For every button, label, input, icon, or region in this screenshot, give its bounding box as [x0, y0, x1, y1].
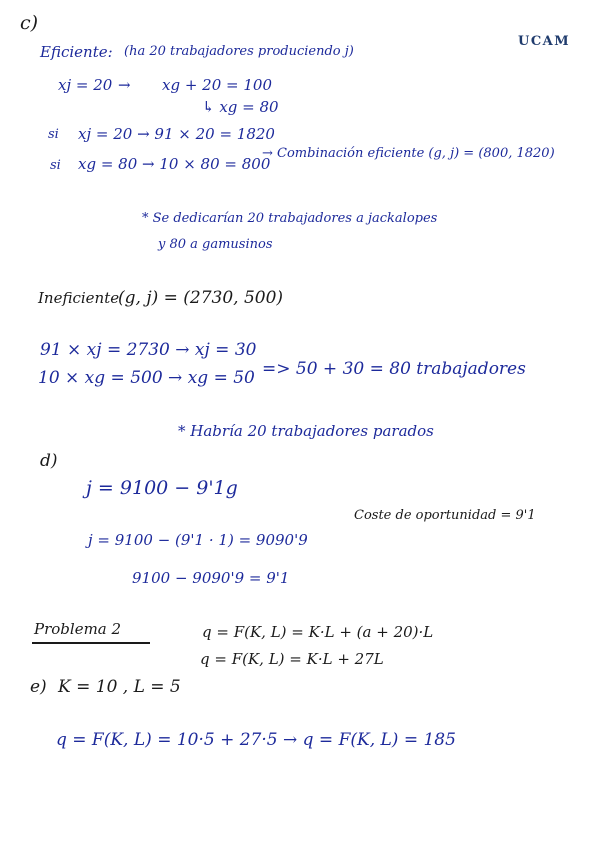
coste-oportunidad: Coste de oportunidad = 9'1: [354, 508, 536, 523]
problema-2-title: Problema 2: [34, 620, 122, 638]
ucam-logo: UCAM: [518, 34, 571, 49]
problema-2-underline: [32, 642, 150, 644]
eficiente-title: Eficiente:: [40, 43, 113, 61]
section-d-label: d): [40, 451, 58, 471]
section-c-label: c): [20, 12, 39, 34]
ineficiente-equation-1: 91 × xj = 2730 → xj = 30: [40, 340, 257, 360]
combinacion-eficiente: → Combinación eficiente (g, j) = (800, 1820): [262, 146, 555, 161]
e-result-equation: q = F(K, L) = 10·5 + 27·5 → q = F(K, L) = 185: [56, 730, 456, 750]
si-label-1: si: [48, 127, 59, 142]
ineficiente-title: Ineficiente: [38, 289, 120, 307]
xj-equation: xj = 20: [58, 76, 113, 94]
note-parados: * Habría 20 trabajadores parados: [178, 422, 434, 440]
d-equation-2: j = 9100 − (9'1 · 1) = 9090'9: [88, 531, 308, 549]
note-gamusinos: y 80 a gamusinos: [158, 237, 273, 252]
ineficiente-equation-2: 10 × xg = 500 → xg = 50: [38, 368, 255, 388]
si-statement-2: xg = 80 → 10 × 80 = 800: [78, 155, 271, 173]
xg-sum-equation: xg + 20 = 100: [162, 76, 272, 94]
d-equation-1: j = 9100 − 9'1g: [86, 477, 238, 499]
note-jackalopes: * Se dedicarían 20 trabajadores a jackalopes: [142, 211, 438, 226]
section-e-label: e): [30, 677, 47, 697]
arrow-icon: →: [118, 76, 131, 94]
ineficiente-total: => 50 + 30 = 80 trabajadores: [262, 359, 526, 379]
si-label-2: si: [50, 158, 61, 173]
production-function-2: q = F(K, L) = K·L + 27L: [200, 650, 384, 668]
production-function-1: q = F(K, L) = K·L + (a + 20)·L: [202, 623, 434, 641]
si-statement-1: xj = 20 → 91 × 20 = 1820: [78, 125, 275, 143]
ineficiente-pair: (g, j) = (2730, 500): [118, 288, 284, 308]
given-values: K = 10 , L = 5: [58, 677, 181, 697]
d-equation-3: 9100 − 9090'9 = 9'1: [132, 569, 290, 587]
eficiente-note: (ha 20 trabajadores produciendo j): [124, 44, 354, 59]
xg-result: ↳ xg = 80: [202, 98, 279, 116]
